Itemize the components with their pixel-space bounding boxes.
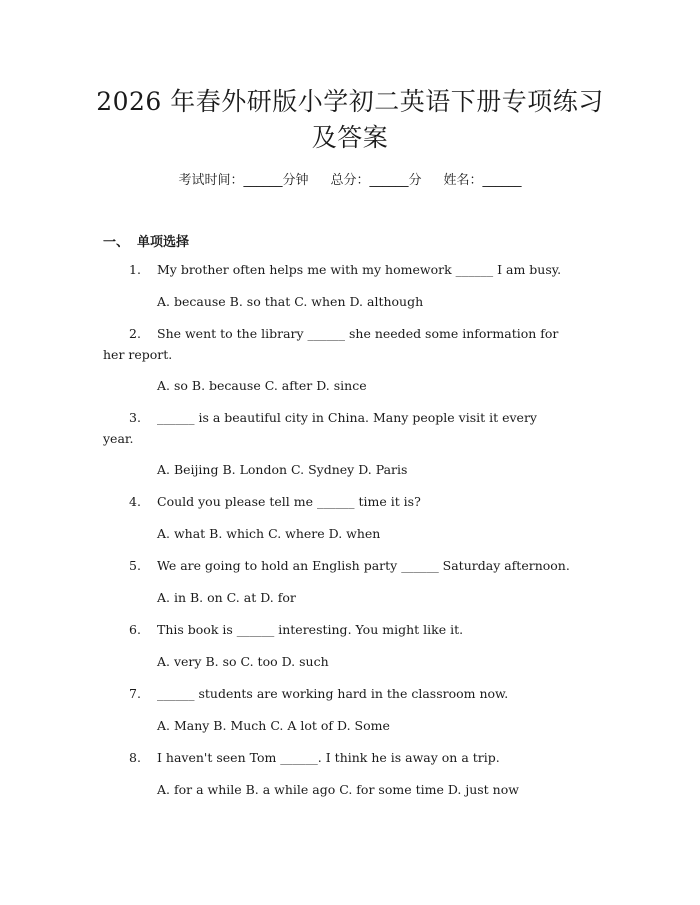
question-text: My brother often helps me with my homework ______ I am busy. — [157, 262, 562, 277]
question-options: A. so B. because C. after D. since — [157, 378, 367, 393]
section-title: 单项选择 — [137, 235, 190, 250]
question-number: 4. — [129, 494, 141, 509]
section-number: 一、 — [103, 235, 130, 250]
question-number: 2. — [129, 326, 141, 341]
question-number: 6. — [129, 622, 141, 637]
question-text: She went to the library ______ she needed some information for — [157, 326, 559, 341]
question-options: A. very B. so C. too D. such — [157, 654, 329, 669]
question-options: A. what B. which C. where D. when — [157, 526, 381, 541]
question-text: ______ is a beautiful city in China. Many people visit it every — [157, 410, 537, 425]
question-text: This book is ______ interesting. You might like it. — [157, 622, 464, 637]
question-options: A. Beijing B. London C. Sydney D. Paris — [157, 462, 408, 477]
question-text: I haven't seen Tom ______. I think he is away on a trip. — [157, 750, 500, 765]
question-text-continued: year. — [103, 431, 134, 446]
question-number: 8. — [129, 750, 141, 765]
document-title-line-2: 及答案 — [311, 123, 389, 152]
question-options: A. in B. on C. at D. for — [157, 590, 296, 605]
question-number: 1. — [129, 262, 141, 277]
question-options: A. because B. so that C. when D. although — [157, 294, 424, 309]
document-title-line-1: 2026 年春外研版小学初二英语下册专项练习 — [96, 87, 604, 116]
question-text: Could you please tell me ______ time it is? — [157, 494, 421, 509]
question-options: A. for a while B. a while ago C. for some time D. just now — [157, 782, 519, 797]
question-number: 3. — [129, 410, 141, 425]
student-name-label: 姓名：______ — [443, 173, 522, 188]
question-text: ______ students are working hard in the classroom now. — [157, 686, 509, 701]
total-score-label: 总分：______分 — [330, 173, 422, 188]
question-options: A. Many B. Much C. A lot of D. Some — [157, 718, 390, 733]
question-number: 5. — [129, 558, 141, 573]
exam-time-label: 考试时间：______分钟 — [178, 173, 309, 188]
question-number: 7. — [129, 686, 141, 701]
question-text: We are going to hold an English party ______ Saturday afternoon. — [157, 558, 570, 573]
exam-meta-line — [0, 169, 700, 188]
question-text-continued: her report. — [103, 347, 173, 362]
section-heading — [103, 231, 189, 250]
